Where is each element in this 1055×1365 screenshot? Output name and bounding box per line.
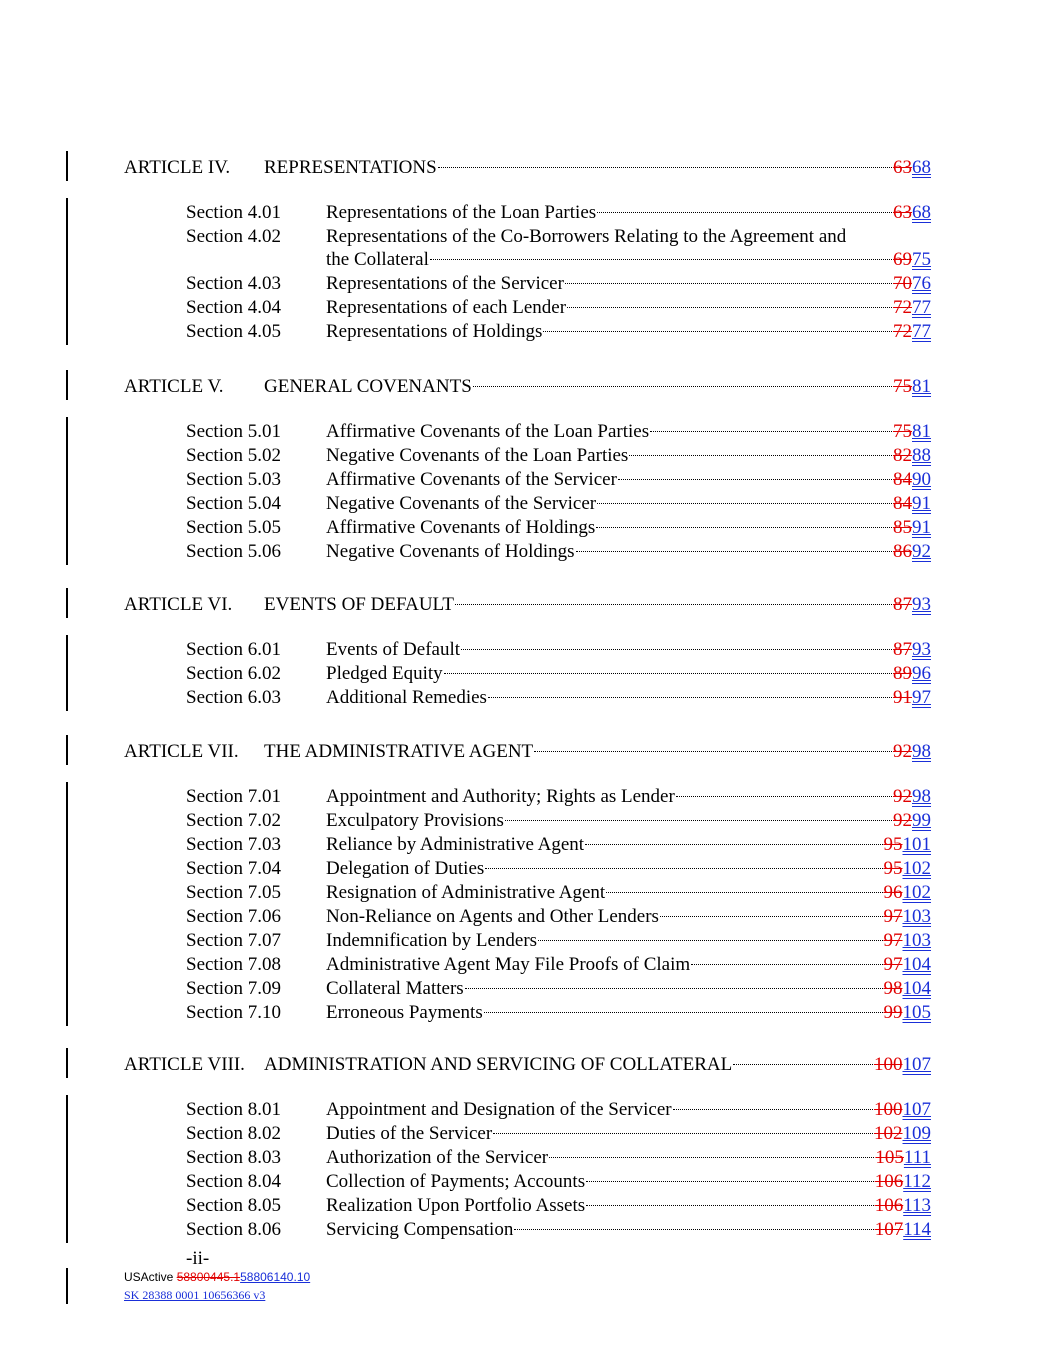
new-page-number: 104 xyxy=(902,954,931,975)
section-title: Pledged Equity xyxy=(326,663,443,684)
section-number: Section 6.02 xyxy=(186,663,281,684)
change-bar xyxy=(66,1268,68,1304)
toc-section-entry[interactable] xyxy=(0,225,1055,249)
toc-section-entry[interactable] xyxy=(0,444,1055,468)
dot-leader xyxy=(534,751,892,752)
section-number: Section 4.03 xyxy=(186,273,281,294)
section-number: Section 4.02 xyxy=(186,226,281,247)
section-title: Appointment and Authority; Rights as Lender xyxy=(326,786,675,807)
old-page-number: 99 xyxy=(883,1002,903,1023)
new-page-number: 112 xyxy=(903,1171,931,1192)
toc-article-entry[interactable] xyxy=(0,740,1055,764)
new-page-number: 113 xyxy=(903,1195,931,1216)
section-number: Section 5.05 xyxy=(186,517,281,538)
section-title-continued: the Collateral xyxy=(326,249,429,270)
dot-leader xyxy=(493,1133,873,1134)
new-page-number: 68 xyxy=(912,157,931,178)
toc-section-entry[interactable] xyxy=(0,540,1055,564)
article-number: ARTICLE V. xyxy=(124,376,224,397)
dot-leader xyxy=(485,868,882,869)
new-page-number: 114 xyxy=(903,1219,931,1240)
dot-leader xyxy=(549,1157,874,1158)
toc-section-entry[interactable] xyxy=(0,929,1055,953)
document-id-old: 58800445.1 xyxy=(176,1270,241,1284)
section-title: Affirmative Covenants of the Servicer xyxy=(326,469,617,490)
section-title: Non-Reliance on Agents and Other Lenders xyxy=(326,906,659,927)
dot-leader xyxy=(585,844,882,845)
old-page-number: 95 xyxy=(883,858,903,879)
dot-leader xyxy=(565,283,892,284)
toc-section-entry[interactable] xyxy=(0,420,1055,444)
toc-article-entry[interactable] xyxy=(0,593,1055,617)
document-id-new: 58806140.10 xyxy=(240,1270,311,1284)
dot-leader xyxy=(438,167,892,168)
old-page-number: 105 xyxy=(875,1147,904,1168)
old-page-number: 100 xyxy=(874,1054,903,1075)
old-page-number: 95 xyxy=(883,834,903,855)
section-number: Section 7.07 xyxy=(186,930,281,951)
toc-section-entry[interactable] xyxy=(0,320,1055,344)
article-title: EVENTS OF DEFAULT xyxy=(264,594,455,615)
section-number: Section 8.05 xyxy=(186,1195,281,1216)
section-number: Section 5.01 xyxy=(186,421,281,442)
toc-section-entry[interactable] xyxy=(0,1098,1055,1122)
new-page-number: 107 xyxy=(902,1054,931,1075)
toc-section-entry[interactable] xyxy=(0,686,1055,710)
dot-leader xyxy=(618,479,892,480)
new-page-number: 104 xyxy=(902,978,931,999)
section-number: Section 7.01 xyxy=(186,786,281,807)
new-page-number: 101 xyxy=(902,834,931,855)
change-bar xyxy=(66,635,68,711)
toc-section-entry[interactable] xyxy=(0,296,1055,320)
new-page-number: 107 xyxy=(902,1099,931,1120)
dot-leader xyxy=(484,1012,883,1013)
toc-section-entry[interactable] xyxy=(0,905,1055,929)
document-id: USActive 58800445.158806140.10 xyxy=(124,1270,311,1284)
toc-section-entry[interactable] xyxy=(0,809,1055,833)
section-title: Negative Covenants of Holdings xyxy=(326,541,575,562)
section-title: Resignation of Administrative Agent xyxy=(326,882,606,903)
old-page-number: 97 xyxy=(883,906,903,927)
dot-leader xyxy=(461,649,892,650)
dot-leader xyxy=(488,697,892,698)
old-page-number: 97 xyxy=(883,954,903,975)
old-page-number: 98 xyxy=(883,978,903,999)
dot-leader xyxy=(596,527,892,528)
new-page-number: 68 xyxy=(912,202,931,223)
dot-leader xyxy=(733,1064,873,1065)
new-page-number: 96 xyxy=(912,663,931,684)
section-title: Affirmative Covenants of the Loan Parties xyxy=(326,421,650,442)
section-title: Administrative Agent May File Proofs of Claim xyxy=(326,954,691,975)
dot-leader xyxy=(676,796,892,797)
dot-leader xyxy=(691,964,882,965)
old-page-number: 96 xyxy=(883,882,903,903)
section-title: Erroneous Payments xyxy=(326,1002,483,1023)
section-title: Authorization of the Servicer xyxy=(326,1147,549,1168)
section-title: Representations of the Co-Borrowers Relating to the Agreement and xyxy=(326,226,847,247)
old-page-number: 106 xyxy=(874,1195,904,1216)
old-page-number: 69 xyxy=(893,249,912,270)
section-title: Collateral Matters xyxy=(326,978,464,999)
dot-leader xyxy=(606,892,882,893)
section-number: Section 4.01 xyxy=(186,202,281,223)
dot-leader xyxy=(567,307,892,308)
old-page-number: 63 xyxy=(893,157,912,178)
old-page-number: 92 xyxy=(893,810,912,831)
article-number: ARTICLE VIII. xyxy=(124,1054,245,1075)
dot-leader xyxy=(444,673,892,674)
section-number: Section 6.01 xyxy=(186,639,281,660)
section-title: Negative Covenants of the Servicer xyxy=(326,493,597,514)
new-page-number: 76 xyxy=(912,273,931,294)
section-number: Section 5.04 xyxy=(186,493,281,514)
new-page-number: 98 xyxy=(912,786,931,807)
dot-leader xyxy=(455,604,892,605)
dot-leader xyxy=(465,988,883,989)
section-number: Section 8.04 xyxy=(186,1171,281,1192)
change-bar xyxy=(66,198,68,345)
old-page-number: 72 xyxy=(893,321,912,342)
new-page-number: 91 xyxy=(912,517,931,538)
section-title: Additional Remedies xyxy=(326,687,487,708)
new-page-number: 91 xyxy=(912,493,931,514)
section-title: Representations of the Servicer xyxy=(326,273,564,294)
toc-section-entry[interactable] xyxy=(0,1218,1055,1242)
old-page-number: 84 xyxy=(893,469,912,490)
article-title: REPRESENTATIONS xyxy=(264,157,437,178)
toc-section-entry[interactable] xyxy=(0,1170,1055,1194)
section-number: Section 7.06 xyxy=(186,906,281,927)
old-page-number: 102 xyxy=(874,1123,903,1144)
old-page-number: 82 xyxy=(893,445,912,466)
dot-leader xyxy=(597,212,892,213)
dot-leader xyxy=(576,551,892,552)
dot-leader xyxy=(430,259,892,260)
section-title: Reliance by Administrative Agent xyxy=(326,834,585,855)
change-bar xyxy=(66,735,68,765)
old-page-number: 63 xyxy=(893,202,912,223)
new-page-number: 92 xyxy=(912,541,931,562)
article-title: THE ADMINISTRATIVE AGENT xyxy=(264,741,534,762)
toc-section-entry[interactable] xyxy=(0,201,1055,225)
new-page-number: 105 xyxy=(902,1002,931,1023)
section-number: Section 4.05 xyxy=(186,321,281,342)
section-title: Exculpatory Provisions xyxy=(326,810,504,831)
dot-leader xyxy=(538,940,882,941)
section-number: Section 5.06 xyxy=(186,541,281,562)
new-page-number: 90 xyxy=(912,469,931,490)
toc-section-entry[interactable] xyxy=(0,492,1055,516)
section-number: Section 7.10 xyxy=(186,1002,281,1023)
dot-leader xyxy=(543,331,892,332)
old-page-number: 87 xyxy=(893,594,912,615)
section-number: Section 7.03 xyxy=(186,834,281,855)
toc-section-entry[interactable] xyxy=(0,272,1055,296)
section-title: Representations of Holdings xyxy=(326,321,543,342)
toc-article-entry[interactable] xyxy=(0,1053,1055,1077)
section-title: Appointment and Designation of the Servicer xyxy=(326,1099,672,1120)
new-page-number: 81 xyxy=(912,376,931,397)
section-number: Section 8.06 xyxy=(186,1219,281,1240)
old-page-number: 92 xyxy=(893,741,912,762)
old-page-number: 92 xyxy=(893,786,912,807)
new-page-number: 88 xyxy=(912,445,931,466)
new-page-number: 111 xyxy=(903,1147,931,1168)
new-page-number: 102 xyxy=(902,882,931,903)
article-number: ARTICLE IV. xyxy=(124,157,231,178)
old-page-number: 72 xyxy=(893,297,912,318)
section-number: Section 8.02 xyxy=(186,1123,281,1144)
section-number: Section 7.09 xyxy=(186,978,281,999)
section-title: Collection of Payments; Accounts xyxy=(326,1171,586,1192)
dot-leader xyxy=(650,431,892,432)
section-number: Section 7.02 xyxy=(186,810,281,831)
old-page-number: 97 xyxy=(883,930,903,951)
article-number: ARTICLE VII. xyxy=(124,741,239,762)
section-title: Duties of the Servicer xyxy=(326,1123,493,1144)
old-page-number: 85 xyxy=(893,517,912,538)
old-page-number: 106 xyxy=(874,1171,904,1192)
old-page-number: 84 xyxy=(893,493,912,514)
old-page-number: 87 xyxy=(893,639,912,660)
section-number: Section 8.01 xyxy=(186,1099,281,1120)
new-page-number: 102 xyxy=(902,858,931,879)
new-page-number: 77 xyxy=(912,321,931,342)
old-page-number: 91 xyxy=(893,687,912,708)
section-number: Section 7.05 xyxy=(186,882,281,903)
change-bar xyxy=(66,1095,68,1243)
toc-section-entry[interactable] xyxy=(0,1001,1055,1025)
section-title: Representations of the Loan Parties xyxy=(326,202,597,223)
toc-section-entry[interactable] xyxy=(0,1194,1055,1218)
article-title: GENERAL COVENANTS xyxy=(264,376,472,397)
change-bar xyxy=(66,1048,68,1078)
toc-section-entry[interactable] xyxy=(0,1122,1055,1146)
section-number: Section 7.08 xyxy=(186,954,281,975)
dot-leader xyxy=(660,916,883,917)
dot-leader xyxy=(673,1109,873,1110)
dot-leader xyxy=(505,820,892,821)
section-title: Servicing Compensation xyxy=(326,1219,514,1240)
article-title: ADMINISTRATION AND SERVICING OF COLLATERAL xyxy=(264,1054,733,1075)
article-number: ARTICLE VI. xyxy=(124,594,233,615)
section-title: Representations of each Lender xyxy=(326,297,567,318)
section-number: Section 8.03 xyxy=(186,1147,281,1168)
change-bar xyxy=(66,417,68,565)
toc-section-entry[interactable] xyxy=(0,468,1055,492)
section-number: Section 6.03 xyxy=(186,687,281,708)
dot-leader xyxy=(586,1181,874,1182)
toc-section-entry[interactable] xyxy=(0,785,1055,809)
toc-section-entry[interactable] xyxy=(0,881,1055,905)
new-page-number: 103 xyxy=(902,930,931,951)
old-page-number: 86 xyxy=(893,541,912,562)
old-page-number: 107 xyxy=(874,1219,904,1240)
section-number: Section 5.02 xyxy=(186,445,281,466)
toc-article-entry[interactable] xyxy=(0,375,1055,399)
toc-section-entry[interactable] xyxy=(0,833,1055,857)
page-number: -ii- xyxy=(186,1248,210,1269)
toc-section-entry[interactable] xyxy=(0,857,1055,881)
new-page-number: 93 xyxy=(912,639,931,660)
old-page-number: 100 xyxy=(874,1099,903,1120)
toc-section-entry[interactable] xyxy=(0,953,1055,977)
new-page-number: 109 xyxy=(902,1123,931,1144)
toc-section-entry[interactable] xyxy=(0,977,1055,1001)
old-page-number: 75 xyxy=(893,376,912,397)
new-page-number: 98 xyxy=(912,741,931,762)
section-title: Realization Upon Portfolio Assets xyxy=(326,1195,586,1216)
section-title: Events of Default xyxy=(326,639,461,660)
section-number: Section 4.04 xyxy=(186,297,281,318)
document-reference: SK 28388 0001 10656366 v3 xyxy=(124,1288,266,1302)
toc-section-entry-continued[interactable] xyxy=(0,248,1055,272)
toc-section-entry[interactable] xyxy=(0,662,1055,686)
change-bar xyxy=(66,588,68,618)
section-title: Indemnification by Lenders xyxy=(326,930,538,951)
old-page-number: 75 xyxy=(893,421,912,442)
dot-leader xyxy=(514,1229,873,1230)
toc-section-entry[interactable] xyxy=(0,638,1055,662)
new-page-number: 103 xyxy=(902,906,931,927)
new-page-number: 77 xyxy=(912,297,931,318)
old-page-number: 89 xyxy=(893,663,912,684)
section-number: Section 7.04 xyxy=(186,858,281,879)
dot-leader xyxy=(473,386,892,387)
change-bar xyxy=(66,782,68,1026)
old-page-number: 70 xyxy=(893,273,912,294)
section-number: Section 5.03 xyxy=(186,469,281,490)
new-page-number: 93 xyxy=(912,594,931,615)
dot-leader xyxy=(629,455,892,456)
section-title: Delegation of Duties xyxy=(326,858,485,879)
dot-leader xyxy=(597,503,892,504)
section-title: Affirmative Covenants of Holdings xyxy=(326,517,596,538)
section-title: Negative Covenants of the Loan Parties xyxy=(326,445,629,466)
toc-section-entry[interactable] xyxy=(0,516,1055,540)
change-bar xyxy=(66,370,68,400)
toc-section-entry[interactable] xyxy=(0,1146,1055,1170)
toc-article-entry[interactable] xyxy=(0,156,1055,180)
new-page-number: 99 xyxy=(912,810,931,831)
new-page-number: 97 xyxy=(912,687,931,708)
new-page-number: 81 xyxy=(912,421,931,442)
new-page-number: 75 xyxy=(912,249,931,270)
change-bar xyxy=(66,151,68,181)
dot-leader xyxy=(586,1205,874,1206)
